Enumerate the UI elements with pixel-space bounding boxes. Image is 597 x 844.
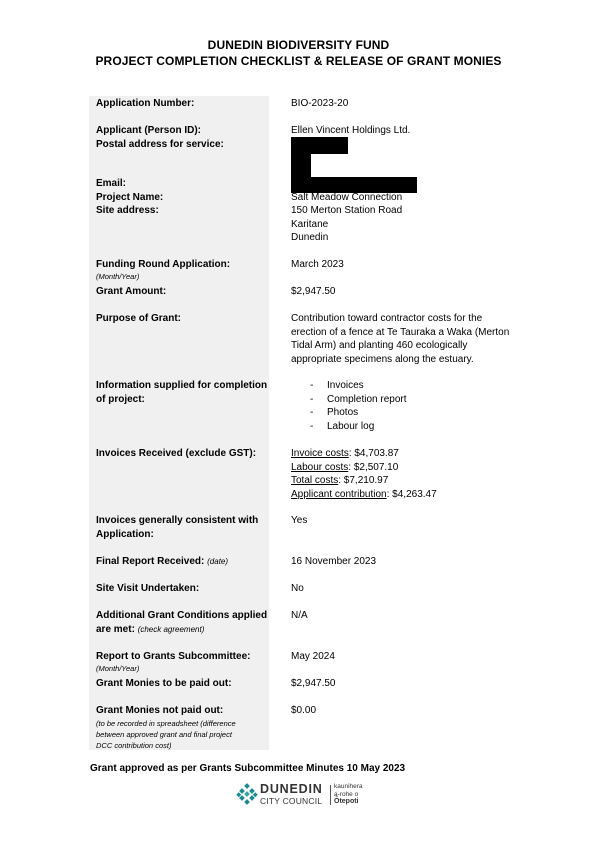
dcc-logo-mark-icon [236, 783, 258, 805]
logo-wordmark: DUNEDIN [260, 782, 323, 796]
application-number-value: BIO-2023-20 [291, 98, 349, 109]
applicant-contribution-row: Applicant contribution: $4,263.47 [291, 488, 437, 500]
email-label: Email: [96, 178, 127, 189]
postal-address-label: Postal address for service: [96, 138, 224, 150]
report-subcommittee-label: Report to Grants Subcommittee: (Month/Year) [96, 651, 251, 673]
total-costs-row: Total costs: $7,210.97 [291, 475, 389, 486]
monies-paid-value: $2,947.50 [291, 678, 336, 689]
site-visit-label: Site Visit Undertaken: [96, 583, 200, 594]
project-name-label: Project Name: [96, 191, 164, 203]
invoices-received-label: Invoices Received (exclude GST): [96, 448, 257, 459]
dcc-logo [236, 783, 376, 809]
invoices-consistent-value: Yes [291, 515, 308, 526]
redacted-address-block [291, 154, 311, 177]
information-supplied-list [291, 379, 551, 433]
applicant-value: Ellen Vincent Holdings Ltd. [291, 125, 411, 136]
site-address-label: Site address: [96, 205, 159, 216]
project-name-value: Salt Meadow Connection [291, 191, 403, 203]
list-item: - Labour log [291, 420, 551, 434]
report-subcommittee-value: May 2024 [291, 651, 335, 662]
document-subtitle: PROJECT COMPLETION CHECKLIST & RELEASE OF GRANT MONIES [95, 54, 502, 68]
monies-paid-label: Grant Monies to be paid out: [96, 678, 232, 689]
site-visit-value: No [291, 583, 304, 594]
purpose-value: Contribution toward contractor costs for the erection of a fence at Te Tauraka a Waka (Merton Tidal Arm) and planting 460 ecologically appropriate specimens along the estuary. [291, 313, 510, 365]
grant-amount-value: $2,947.50 [291, 286, 336, 297]
list-item: - Invoices [291, 379, 551, 393]
logo-subtitle: CITY COUNCIL [260, 796, 323, 806]
invoices-received-value [291, 447, 551, 501]
labour-costs-row: Labour costs: $2,507.10 [291, 461, 399, 473]
funding-round-label: Funding Round Application: (Month/Year) [96, 259, 231, 281]
monies-not-paid-label: Grant Monies not paid out: (to be recorded in spreadsheet (difference between approved grant and final project DCC contribution cost) [96, 705, 236, 750]
approval-statement: Grant approved as per Grants Subcommittee Minutes 10 May 2023 [90, 763, 406, 774]
invoice-costs-row: Invoice costs: $4,703.87 [291, 448, 399, 459]
logo-maori-text: kaunihera a-rohe o Ōtepoti [334, 783, 363, 805]
applicant-label: Applicant (Person ID): [96, 125, 202, 136]
purpose-label: Purpose of Grant: [96, 313, 182, 324]
additional-conditions-label: Additional Grant Conditions applied are met: (check agreement) [96, 610, 268, 635]
site-address-value: 150 Merton Station Road Karitane Dunedin [291, 205, 403, 243]
monies-not-paid-value: $0.00 [291, 705, 317, 716]
application-number-label: Application Number: [96, 98, 195, 109]
information-supplied-label: Information supplied for completion of project: [96, 380, 268, 405]
redacted-address-block [291, 137, 348, 154]
final-report-value: 16 November 2023 [291, 556, 377, 567]
funding-round-value: March 2023 [291, 259, 344, 270]
list-item: - Photos [291, 406, 551, 420]
logo-divider [330, 785, 331, 805]
additional-conditions-value: N/A [291, 610, 308, 621]
list-item: - Completion report [291, 393, 551, 407]
final-report-label: Final Report Received: (date) [96, 556, 229, 567]
grant-amount-label: Grant Amount: [96, 286, 167, 297]
document-title: DUNEDIN BIODIVERSITY FUND [207, 38, 390, 52]
invoices-consistent-label: Invoices generally consistent with Application: [96, 515, 259, 540]
